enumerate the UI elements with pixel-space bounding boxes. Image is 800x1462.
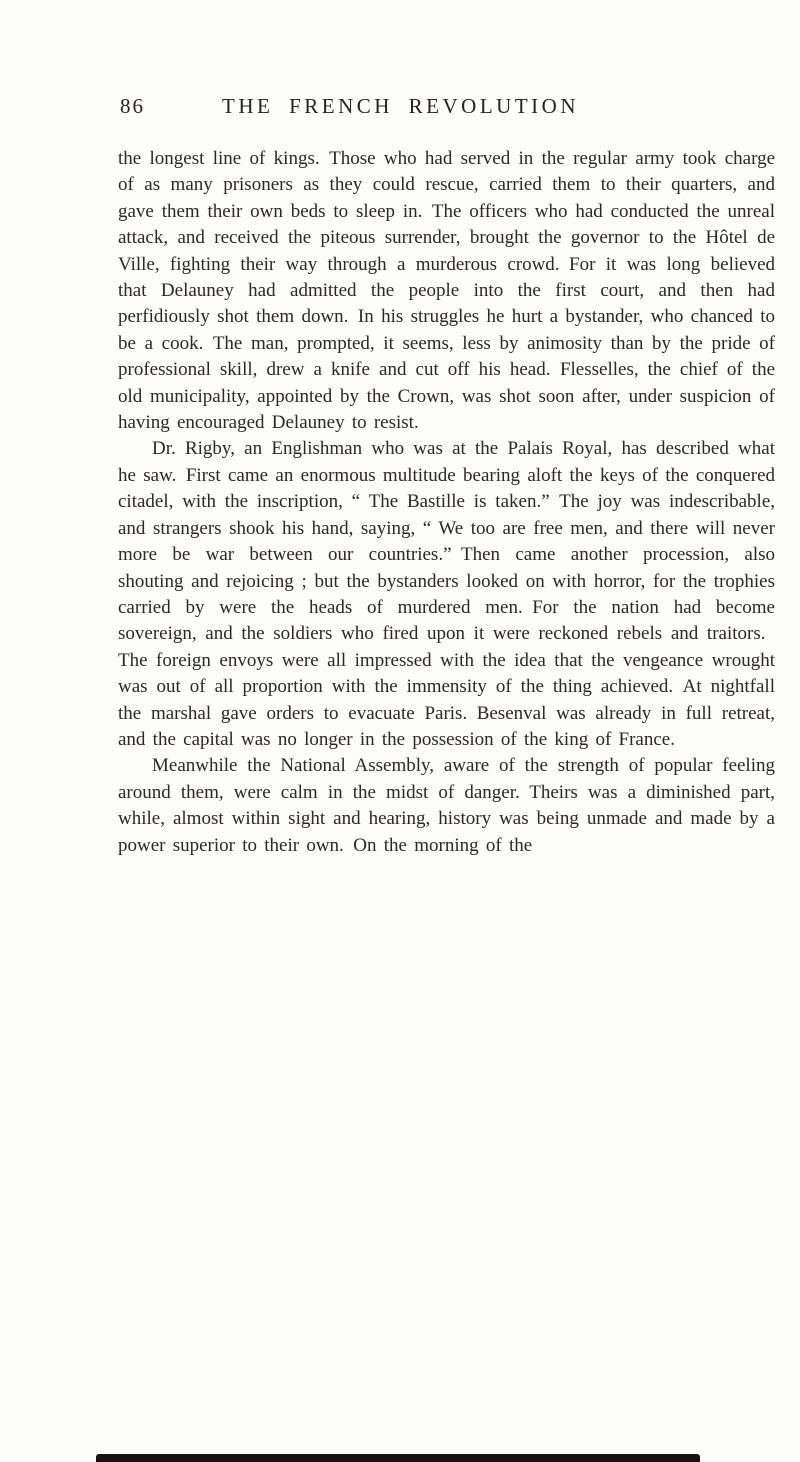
paragraph: Dr. Rigby, an Englishman who was at the Palais Royal, has described what he saw. First came an enormous multitude bearing aloft the keys of the conquered citadel, with the inscription, “ The Bastille is taken.” The joy was indescribable, and strangers shook his hand, saying, “ We too are free men, and there will never more be war between our countries.” Then came another procession, also shouting and rejoicing ; but the bystanders looked on with horror, for the trophies carried by were the heads of murdered men. For the nation had become sovereign, and the soldiers who fired upon it were reckoned rebels and traitors. The foreign envoys were all impressed with the idea that the vengeance wrought was out of all proportion with the immensity of the thing achieved. At nightfall the marshal gave orders to evacuate Paris. Besenval was already in full retreat, and the capital was no longer in the possession of the king of France.: [118, 438, 775, 750]
page-title: THE FRENCH REVOLUTION: [222, 94, 579, 118]
page-body: [118, 146, 775, 859]
paragraph: Meanwhile the National Assembly, aware of the strength of popular feeling around them, were calm in the midst of danger. Theirs was a diminished part, while, almost within sight and hearing, history was being unmade and made by a power superior to their own. On the morning of the: [118, 755, 775, 856]
page-number: 86: [120, 94, 145, 118]
page-header: [118, 94, 775, 124]
scan-artifact-bottom-edge: [96, 1454, 700, 1462]
paragraph-continuation: the longest line of kings. Those who had served in the regular army took charge of as many prisoners as they could rescue, carried them to their quarters, and gave them their own beds to sleep in. The officers who had conducted the unreal attack, and received the piteous surrender, brought the governor to the Hôtel de Ville, fighting their way through a murderous crowd. For it was long believed that Delauney had admitted the people into the first court, and then had perfidiously shot them down. In his struggles he hurt a bystander, who chanced to be a cook. The man, prompted, it seems, less by animosity than by the pride of professional skill, drew a knife and cut off his head. Flesselles, the chief of the old municipality, appointed by the Crown, was shot soon after, under suspicion of having encouraged Delauney to resist.: [118, 148, 775, 434]
